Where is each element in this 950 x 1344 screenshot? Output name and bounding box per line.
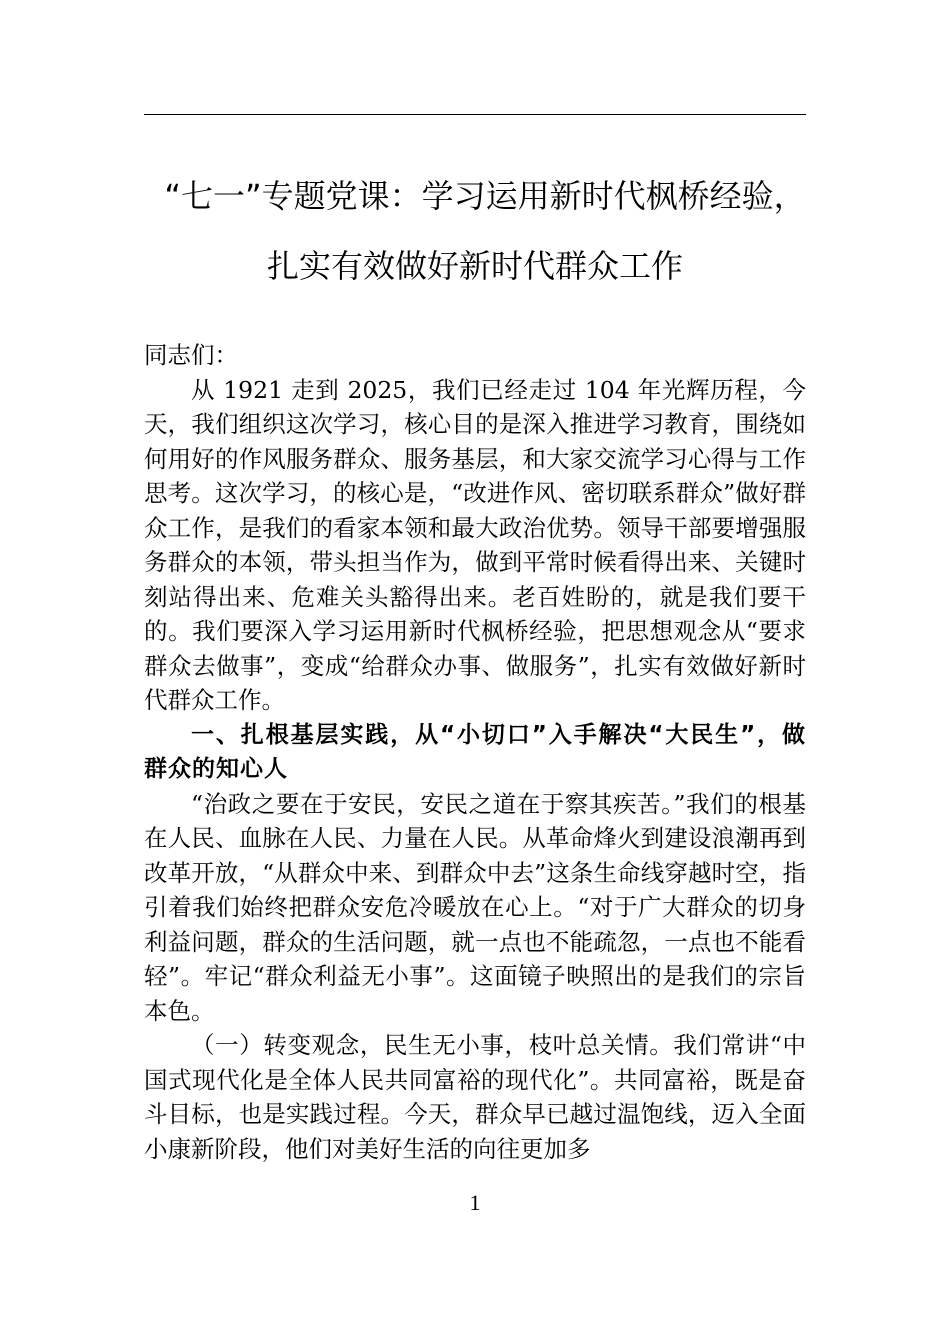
- body-paragraph: 从 1921 走到 2025，我们已经走过 104 年光辉历程，今天，我们组织这次学习，核心目的是深入推进学习教育，围绕如何用好的作风服务群众、服务基层，和大家交流学习心得与工作思考。这次学习，的核心是，“改进作风、密切联系群众”做好群众工作，是我们的看家本领和最大政治优势。领导干部要增强服务群众的本领，带头担当作为，做到平常时候看得出来、关键时刻站得出来、危难关头豁得出来。老百姓盼的，就是我们要干的。我们要深入学习运用新时代枫桥经验，把思想观念从“要求群众去做事”，变成“给群众办事、做服务”，扎实有效做好新时代群众工作。: [144, 375, 806, 714]
- document-title-line-1: “七一”专题党课：学习运用新时代枫桥经验，: [164, 177, 806, 215]
- document-body: [144, 338, 806, 1166]
- page-number: 1: [469, 1190, 481, 1215]
- body-paragraph: （一）转变观念，民生无小事，枝叶总关情。我们常讲“中国式现代化是全体人民共同富裕的现代化”。共同富裕，既是奋斗目标，也是实践过程。今天，群众早已越过温饱线，迈入全面小康新阶段，他们对美好生活的向往更加多: [144, 1031, 806, 1163]
- section-heading: 一、扎根基层实践，从“小切口”入手解决“大民生”，做群众的知心人: [144, 721, 806, 782]
- body-paragraph: “治政之要在于安民，安民之道在于察其疾苦。”我们的根基在人民、血脉在人民、力量在人民。从革命烽火到建设浪潮再到改革开放，“从群众中来、到群众中去”这条生命线穿越时空，指引着我们始终把群众安危冷暖放在心上。“对于广大群众的切身利益问题，群众的生活问题，就一点也不能疏忽，一点也不能看轻”。牢记“群众利益无小事”。这面镜子映照出的是我们的宗旨本色。: [144, 789, 806, 1025]
- header-rule: [144, 114, 806, 115]
- salutation: 同志们：: [144, 341, 238, 369]
- document-title-line-2: 扎实有效做好新时代群众工作: [266, 247, 683, 285]
